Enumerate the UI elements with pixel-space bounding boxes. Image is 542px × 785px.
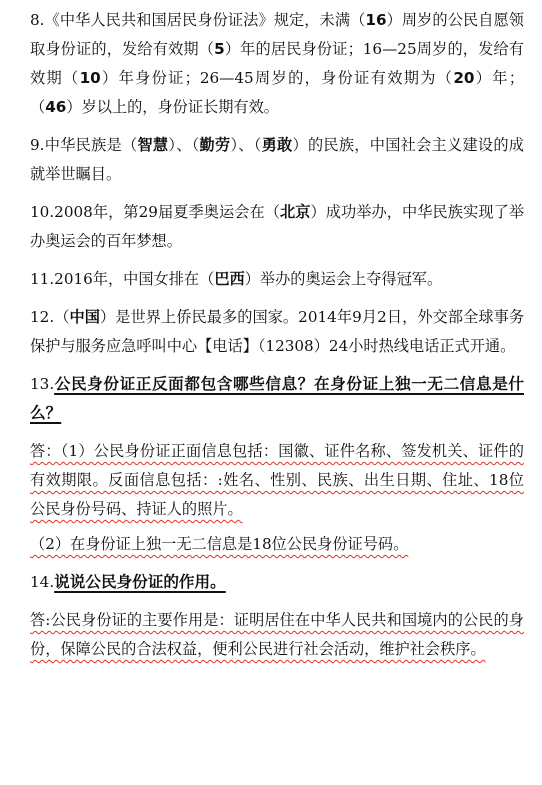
q10-text: 10.2008年，第29届夏季奥运会在（ [30,203,281,221]
q8-text: ）年的居民身份证；16—25周岁的，发给有效期（ [30,40,524,87]
q14-question: 说说公民身份证的作用。 [54,573,226,591]
q9-text: ）的民族，中国社会主义建设的成就举世瞩目。 [30,136,524,183]
q9-text: ）、（ [230,136,262,154]
q13-answer-2-text: （2）在身份证上独一无二信息是18位公民身份证号码。 [30,535,409,553]
question-8 [30,6,524,122]
q13-answer-2 [30,530,524,559]
q13-number: 13. [30,375,55,393]
q9-answer-3: 勇敢 [261,136,293,154]
q12-text: ）是世界上侨民最多的国家。2014年9月2日，外交部全球事务保护与服务应急呼叫中心【电话】（12308）24小时热线电话正式开通。 [30,308,525,355]
q13-question: 公民身份证正反面都包含哪些信息？在身份证上独一无二信息是什么？ [30,375,524,422]
question-14 [30,568,524,597]
question-11 [30,265,524,294]
question-9 [30,131,524,189]
q10-text: ）成功举办，中华民族实现了举办奥运会的百年梦想。 [30,203,525,250]
q12-text: 12.（ [30,308,70,326]
q12-answer: 中国 [69,308,100,326]
q14-answer-text: 答:公民身份证的主要作用是：证明居住在中华人民共和国境内的公民的身份，保障公民的合法权益，便利公民进行社会活动，维护社会秩序。 [30,611,524,658]
q8-text: ）年；（ [30,69,525,116]
q9-answer-1: 智慧 [137,136,169,154]
q10-answer: 北京 [280,203,311,221]
q8-text: ）岁以上的，身份证长期有效。 [66,98,279,116]
question-10 [30,198,524,256]
q9-text: ）、（ [168,136,200,154]
q8-text: ）年身份证；26—45周岁的，身份证有效期为（ [100,69,454,87]
q11-answer: 巴西 [214,270,245,288]
q8-answer-1: 16 [365,11,387,29]
q11-text: 11.2016年，中国女排在（ [30,270,215,288]
q9-text: 9.中华民族是（ [30,136,138,154]
q8-text: ）周岁的公民自愿领取身份证的，发给有效期（ [30,11,524,58]
q8-answer-3: 10 [79,69,101,87]
q14-number: 14. [30,573,55,591]
q13-answer-1-text: 答：（1）公民身份证正面信息包括：国徽、证件名称、签发机关、证件的有效期限。反面信息包括：:姓名、性别、民族、出生日期、住址、18位公民身份号码、持证人的照片。 [30,442,524,518]
question-12 [30,303,524,361]
q11-text: ）举办的奥运会上夺得冠军。 [244,270,443,288]
q13-answer-1 [30,437,524,524]
q8-answer-2: 5 [214,40,225,58]
question-13 [30,370,524,428]
q9-answer-2: 勤劳 [199,136,231,154]
q8-answer-5: 46 [45,98,67,116]
q8-text: 8.《中华人民共和国居民身份证法》规定，未满（ [30,11,366,29]
q8-answer-4: 20 [453,69,475,87]
q14-answer [30,606,524,664]
